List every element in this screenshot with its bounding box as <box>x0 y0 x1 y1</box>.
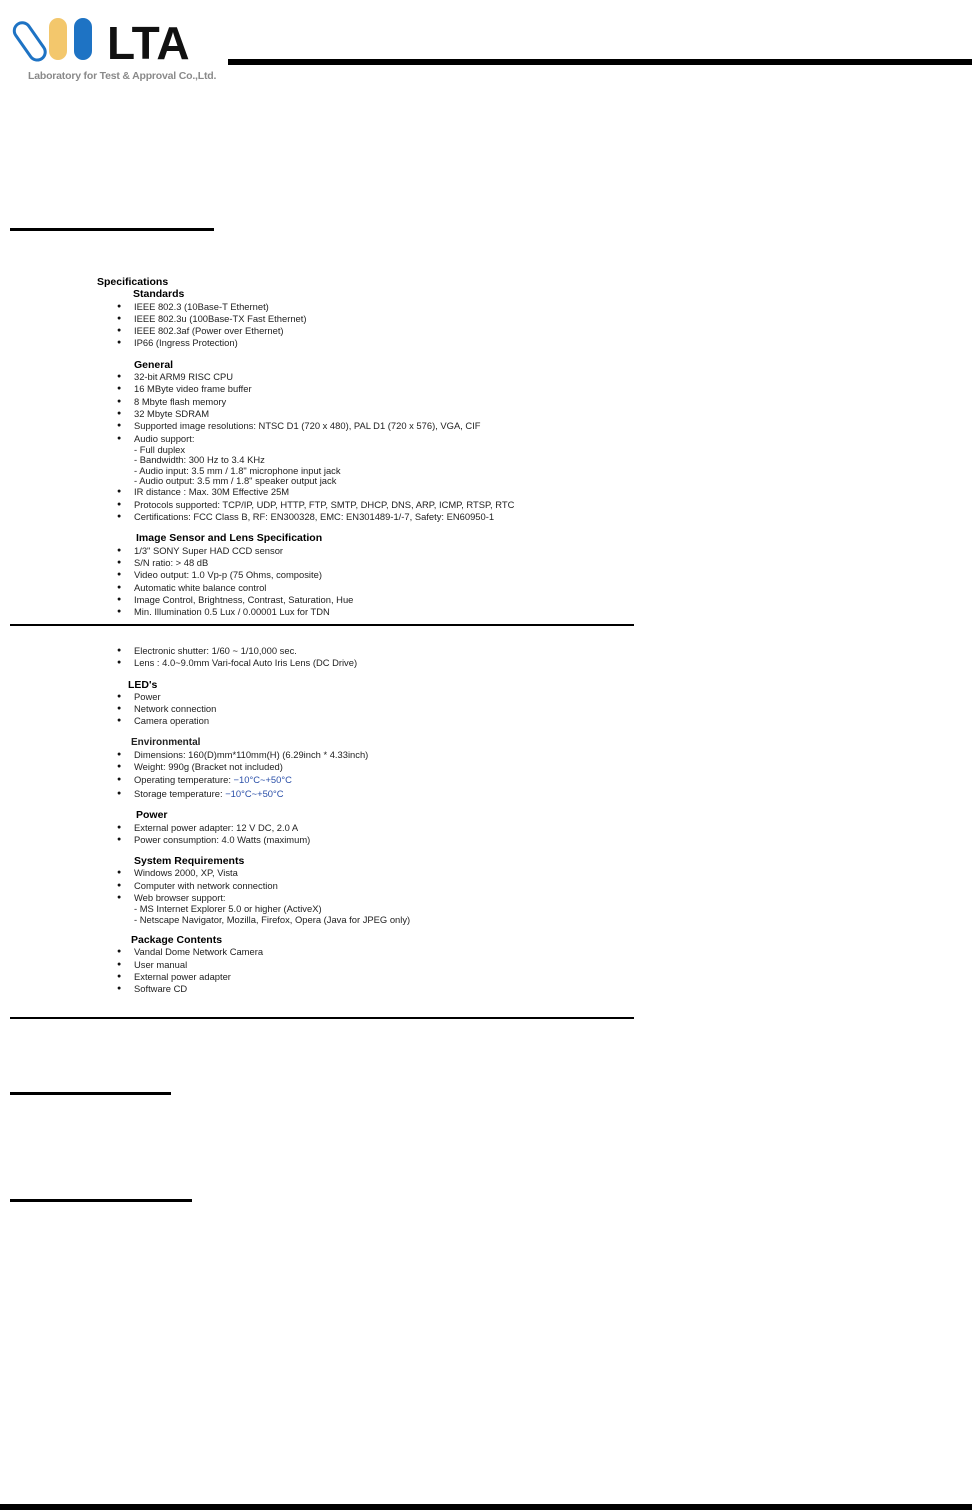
browser-line: - MS Internet Explorer 5.0 or higher (ActiveX) <box>134 903 322 915</box>
list-item: ● Protocols supported: TCP/IP, UDP, HTTP, FTP, SMTP, DHCP, DNS, ARP, ICMP, RTSP, RTC <box>117 499 514 511</box>
list-item: ● Camera operation <box>117 715 410 727</box>
list-system <box>117 867 410 925</box>
list-item-audio <box>117 433 514 445</box>
list-item: ● IEEE 802.3 (10Base-T Ethernet) <box>117 301 514 313</box>
list-item: ● Min. Illumination 0.5 Lux / 0.00001 Lux for TDN <box>117 606 514 618</box>
audio-line: - Audio input: 3.5 mm / 1.8" microphone input jack <box>134 464 341 476</box>
audio-label: Audio support: <box>134 432 195 444</box>
list-item: ● Vandal Dome Network Camera <box>117 946 410 958</box>
st-temp-label: Storage temperature: <box>134 787 226 799</box>
heading-leds: LED's <box>128 678 158 691</box>
list-item: ● IR distance : Max. 30M Effective 25M <box>117 486 514 498</box>
audio-line: - Bandwidth: 300 Hz to 3.4 KHz <box>134 454 265 466</box>
list-item: ● Certifications: FCC Class B, RF: EN300328, EMC: EN301489-1/-7, Safety: EN60950-1 <box>117 511 514 523</box>
list-package <box>117 946 410 995</box>
list-item: ● Computer with network connection <box>117 880 410 892</box>
list-item: ● Software CD <box>117 983 410 995</box>
section-underline-2 <box>10 1092 171 1095</box>
list-item: ● Weight: 990g (Bracket not included) <box>117 761 410 773</box>
section-underline-1 <box>10 228 214 231</box>
list-image-sensor <box>117 545 514 619</box>
list-item: ● 32 Mbyte SDRAM <box>117 408 514 420</box>
list-item: ● S/N ratio: > 48 dB <box>117 557 514 569</box>
op-temp-label: Operating temperature: <box>134 773 234 785</box>
list-general <box>117 371 514 523</box>
list-item: ● Windows 2000, XP, Vista <box>117 867 410 879</box>
list-item: ● Power <box>117 691 410 703</box>
spec-divider-2 <box>10 1017 634 1019</box>
list-item: ● IEEE 802.3af (Power over Ethernet) <box>117 325 514 337</box>
heading-image-sensor: Image Sensor and Lens Specification <box>136 532 323 545</box>
audio-line: - Audio output: 3.5 mm / 1.8" speaker output jack <box>134 475 337 487</box>
st-temp-value: −10°C~+50°C <box>225 787 284 799</box>
spec-title: Specifications <box>97 276 169 288</box>
list-standards <box>117 301 514 350</box>
list-item: ● Electronic shutter: 1/60 ~ 1/10,000 sec. <box>117 645 410 657</box>
spec-divider-1 <box>10 624 634 626</box>
list-lens <box>117 645 410 670</box>
heading-standards: Standards <box>133 288 185 301</box>
list-item: ● Network connection <box>117 703 410 715</box>
list-item: ● External power adapter <box>117 971 410 983</box>
browser-line: - Netscape Navigator, Mozilla, Firefox, Opera (Java for JPEG only) <box>134 913 411 925</box>
spec-block-2 <box>117 645 410 996</box>
browser-label: Web browser support: <box>134 892 226 904</box>
list-item: ● Image Control, Brightness, Contrast, Saturation, Hue <box>117 594 514 606</box>
list-item-st-temp <box>117 788 410 800</box>
spec-block-1 <box>97 276 514 618</box>
list-item: ● Lens : 4.0~9.0mm Vari-focal Auto Iris Lens (DC Drive) <box>117 657 410 669</box>
list-item: ● Automatic white balance control <box>117 582 514 594</box>
list-item: ● IP66 (Ingress Protection) <box>117 337 514 349</box>
list-item: ● IEEE 802.3u (100Base-TX Fast Ethernet) <box>117 313 514 325</box>
footer-rule <box>0 1504 972 1510</box>
list-item: ● Dimensions: 160(D)mm*110mm(H) (6.29inch * 4.33inch) <box>117 749 410 761</box>
list-item: ● Power consumption: 4.0 Watts (maximum) <box>117 834 410 846</box>
list-item-browser <box>117 892 410 904</box>
heading-general: General <box>134 358 174 371</box>
list-item-op-temp <box>117 774 410 786</box>
list-item: ● 8 Mbyte flash memory <box>117 396 514 408</box>
list-item: ● Video output: 1.0 Vp-p (75 Ohms, composite) <box>117 569 514 581</box>
list-item: ● User manual <box>117 959 410 971</box>
list-leds <box>117 691 410 728</box>
header-rule <box>228 59 972 65</box>
section-underline-3 <box>10 1199 192 1202</box>
logo-subtitle: Laboratory for Test & Approval Co.,Ltd. <box>28 70 217 82</box>
logo-wordmark: LTA <box>107 17 190 69</box>
op-temp-value: −10°C~+50°C <box>233 773 292 785</box>
list-item: ● Supported image resolutions: NTSC D1 (720 x 480), PAL D1 (720 x 576), VGA, CIF <box>117 420 514 432</box>
heading-environmental: Environmental <box>131 736 201 748</box>
list-item: ● External power adapter: 12 V DC, 2.0 A <box>117 822 410 834</box>
list-item: ● 16 MByte video frame buffer <box>117 383 514 395</box>
list-item: ● 32-bit ARM9 RISC CPU <box>117 371 514 383</box>
list-environmental <box>117 749 410 800</box>
heading-system: System Requirements <box>134 855 245 868</box>
audio-line: - Full duplex <box>134 443 186 455</box>
list-item: ● 1/3" SONY Super HAD CCD sensor <box>117 545 514 557</box>
heading-package: Package Contents <box>131 934 223 947</box>
heading-power: Power <box>136 809 168 822</box>
list-power <box>117 822 410 847</box>
